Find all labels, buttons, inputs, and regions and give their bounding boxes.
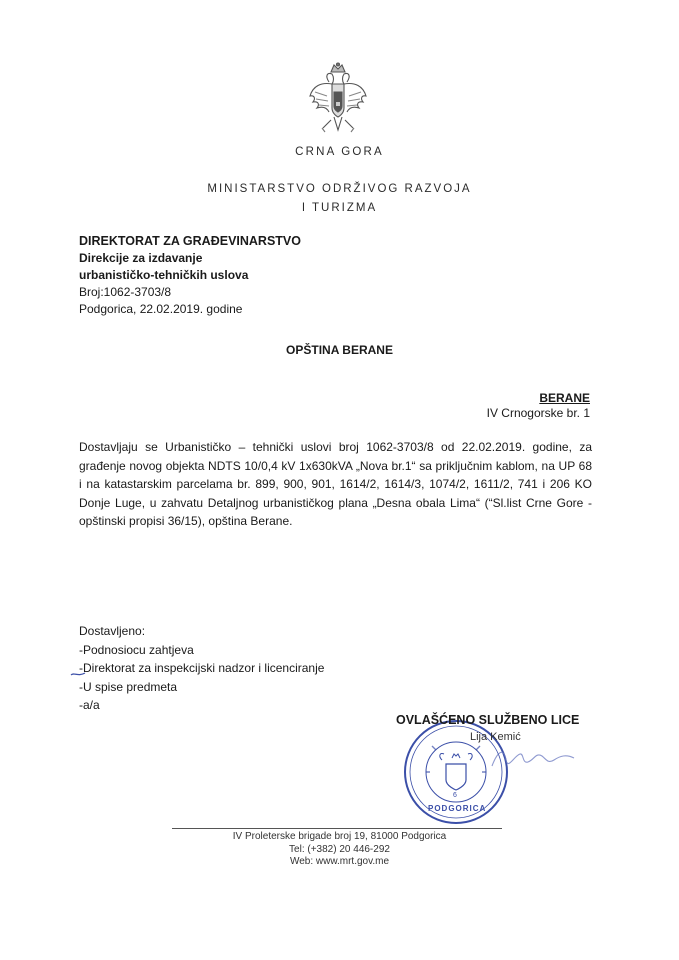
recipient-name: OPŠTINA BERANE	[286, 343, 393, 357]
place-date: Podgorica, 22.02.2019. godine	[79, 302, 243, 316]
ministry-name	[0, 180, 679, 218]
signatory-title: OVLAŠĆENO SLUŽBENO LICE	[396, 713, 580, 727]
delivered-heading: Dostavljeno:	[79, 624, 146, 638]
delivered-item: -U spise predmeta	[79, 679, 178, 694]
footer-divider	[172, 828, 502, 829]
recipient-city: BERANE	[539, 391, 590, 405]
ministry-line-1: MINISTARSTVO ODRŽIVOG RAZVOJA	[207, 183, 472, 195]
coat-of-arms-icon	[307, 62, 369, 138]
stamp-number: 6	[453, 792, 457, 799]
letter-body: Dostavljaju se Urbanističko – tehnički uslovi broj 1062-3703/8 od 22.02.2019. godine, za građenje novog objekta NDTS 10/0,4 kV 1x630kVA „Nova br.1“ sa priključnim kablom, na UP 68 i na katastarskim parcelama br. 899, 900, 901, 1614/2, 1614/3, 1074/2, 1611/2, 741 i 206 KO Donje Luge, u zahvatu Detaljnog urbanističkog plana „Desna obala Lima“ (“Sl.list Crne Gore - opštinski propisi 36/15), opština Berane.	[79, 440, 592, 528]
recipient-address: IV Crnogorske br. 1	[486, 406, 590, 420]
footer-phone: Tel: (+382) 20 446-292	[289, 843, 390, 855]
ministry-line-2: I TURIZMA	[301, 202, 378, 214]
stamp-city: PODGORICA	[428, 804, 487, 813]
footer-web: Web: www.mrt.gov.me	[289, 856, 390, 867]
department-line-2: urbanističko-tehničkih uslova	[79, 268, 249, 282]
footer	[0, 831, 679, 869]
country-name: CRNA GORA	[295, 146, 384, 158]
delivered-item: -Direktorat za inspekcijski nadzor i licenciranje	[79, 661, 325, 675]
sender-block	[79, 233, 301, 318]
delivered-list	[79, 622, 324, 715]
handwritten-signature-icon	[488, 742, 580, 774]
department-line-1: Direkcije za izdavanje	[79, 251, 203, 265]
signatory-name: Lija Kemić	[470, 731, 521, 743]
delivered-item: -Podnosiocu zahtjeva	[79, 642, 194, 657]
reference-number: Broj:1062-3703/8	[79, 285, 172, 299]
footer-address: IV Proleterske brigade broj 19, 81000 Podgorica	[232, 831, 447, 842]
delivered-item: -a/a	[79, 698, 100, 712]
pen-mark-icon	[70, 669, 86, 679]
directorate-name: DIREKTORAT ZA GRAĐEVINARSTVO	[79, 234, 301, 248]
